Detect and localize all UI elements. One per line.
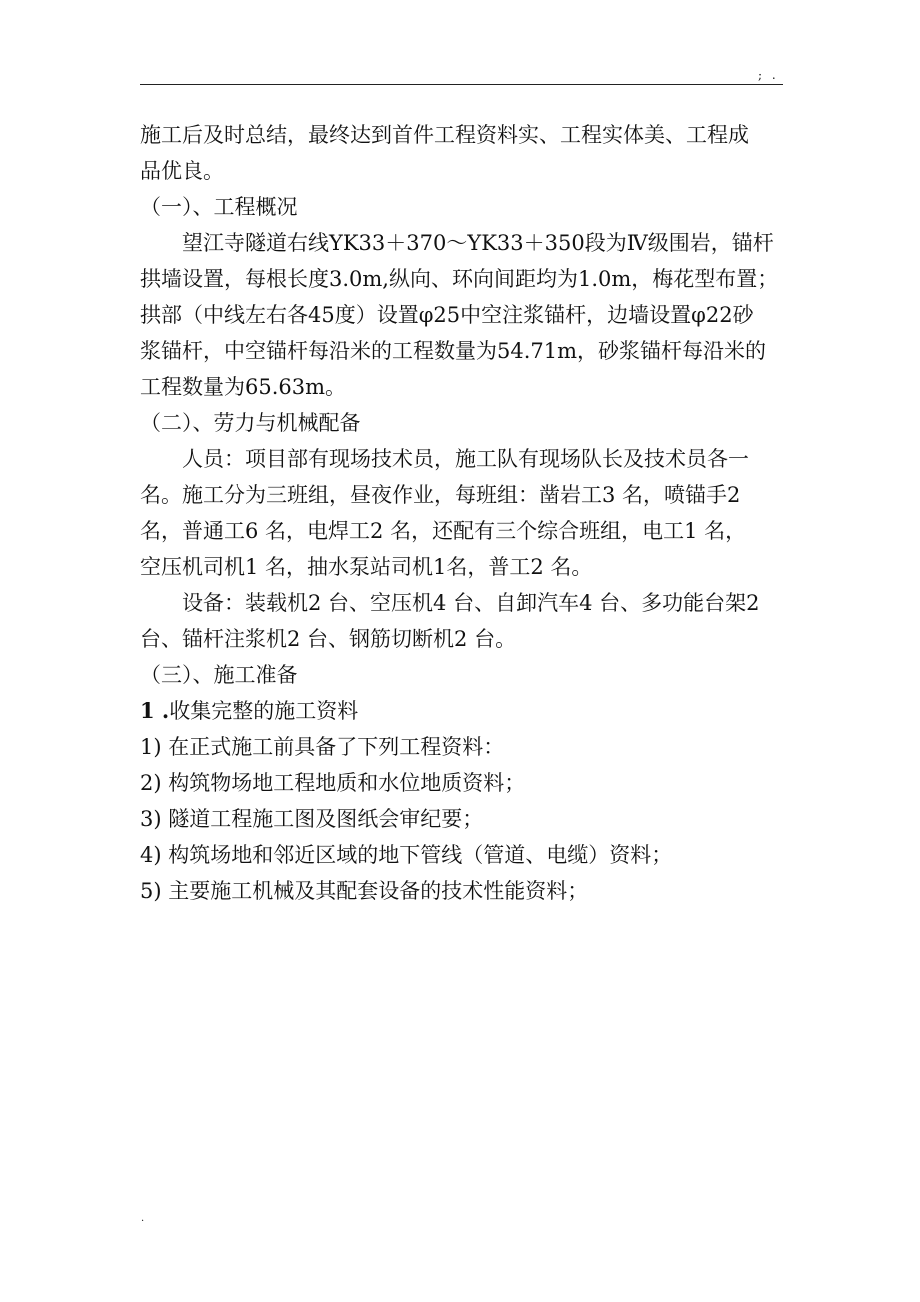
footer-mark: . xyxy=(141,1213,145,1224)
paragraph-line: 人员：项目部有现场技术员，施工队有现场队长及技术员各一 xyxy=(182,447,749,471)
list-item: 3) 隧道工程施工图及图纸会审纪要； xyxy=(140,807,484,831)
heading-number: 1 . xyxy=(140,698,170,723)
paragraph-line: 拱部（中线左右各45度）设置φ25中空注浆锚杆，边墙设置φ22砂 xyxy=(140,303,754,327)
list-item: 4) 构筑场地和邻近区域的地下管线（管道、电缆）资料； xyxy=(140,843,673,867)
section-heading: （三）、施工准备 xyxy=(140,663,298,687)
paragraph-line: 拱墙设置，每根长度3.0m,纵向、环向间距均为1.0m，梅花型布置； xyxy=(140,267,779,291)
header-mark: ; . xyxy=(758,68,779,82)
section-heading: （二）、劳力与机械配备 xyxy=(140,411,361,435)
paragraph-line: 望江寺隧道右线YK33＋370～YK33＋350段为Ⅳ级围岩，锚杆 xyxy=(182,231,774,255)
paragraph-line: 空压机司机1 名，抽水泵站司机1名，普工2 名。 xyxy=(140,555,593,579)
list-item: 2) 构筑物场地工程地质和水位地质资料； xyxy=(140,771,526,795)
list-item: 5) 主要施工机械及其配套设备的技术性能资料； xyxy=(140,879,589,903)
list-item: 1) 在正式施工前具备了下列工程资料： xyxy=(140,735,505,759)
paragraph-line: 台、锚杆注浆机2 台、钢筋切断机2 台。 xyxy=(140,627,517,651)
paragraph-line: 施工后及时总结，最终达到首件工程资料实、工程实体美、工程成 xyxy=(140,123,749,147)
heading-text: 收集完整的施工资料 xyxy=(169,699,359,723)
paragraph-line: 浆锚杆，中空锚杆每沿米的工程数量为54.71m，砂浆锚杆每沿米的 xyxy=(140,339,767,363)
paragraph-line: 设备：装载机2 台、空压机4 台、自卸汽车4 台、多功能台架2 xyxy=(182,591,760,615)
document-body xyxy=(140,120,783,912)
paragraph-line: 名，普通工6 名，电焊工2 名，还配有三个综合班组，电工1 名， xyxy=(140,519,747,543)
header-rule xyxy=(140,84,783,85)
paragraph-line: 名。施工分为三班组，昼夜作业，每班组：凿岩工3 名，喷锚手2 xyxy=(140,483,741,507)
section-heading: （一）、工程概况 xyxy=(140,195,298,219)
paragraph-line: 品优良。 xyxy=(140,159,224,183)
numbered-heading xyxy=(140,696,783,732)
paragraph-line: 工程数量为65.63m。 xyxy=(140,375,347,399)
